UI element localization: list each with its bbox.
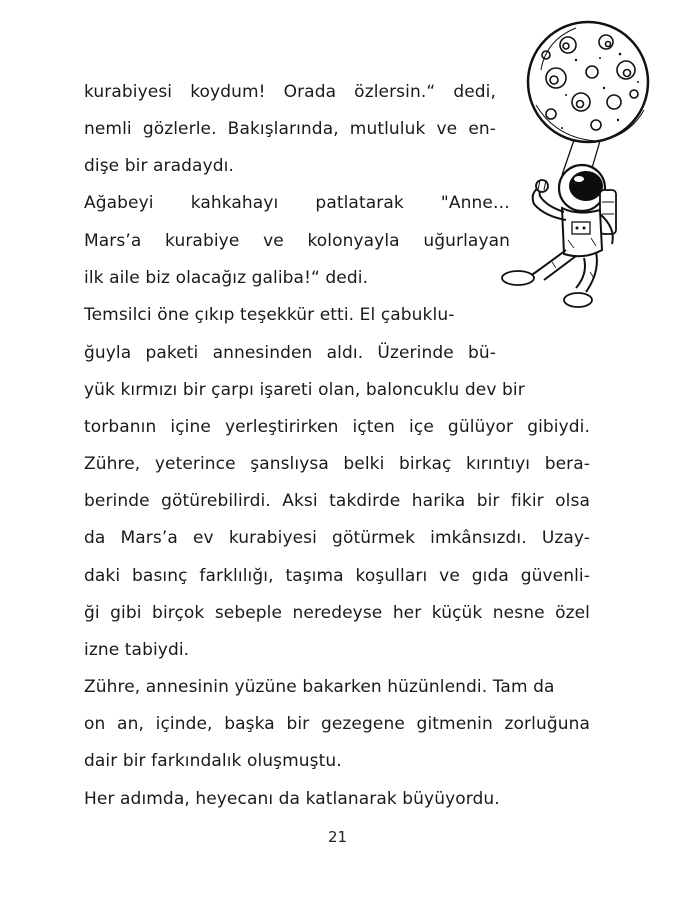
- text-line: dişe bir aradaydı.: [84, 156, 234, 176]
- text-line: da Mars’a ev kurabiyesi götürmek imkânsızdı. Uzay-: [84, 528, 590, 548]
- text-line: yük kırmızı bir çarpı işareti olan, baloncuklu dev bir: [84, 380, 525, 400]
- text-line: ği gibi birçok sebeple neredeyse her küçük nesne özel: [84, 603, 590, 623]
- text-line: ğuyla paketi annesinden aldı. Üzerinde bü-: [84, 343, 496, 363]
- text-line: nemli gözlerle. Bakışlarında, mutluluk ve en-: [84, 119, 496, 139]
- text-line: Mars’a kurabiye ve kolonyayla uğurlayan: [84, 231, 510, 251]
- book-page: kurabiyesi koydum! Orada özlersin.“ dedi, nemli gözlerle. Bakışlarında, mutluluk ve en- dişe bir aradaydı. Ağabeyi kahkahayı patlatarak "Anne… Mars’a kurabiye ve kolonyayla uğurlayan ilk aile biz olacağız galiba!“ dedi. Temsilci öne çıkıp teşekkür etti. El çabuklu- ğuyla paketi annesinden aldı. Üzerinde bü- yük kırmızı bir çarpı işareti olan, baloncuklu dev bir torbanın içine yerleştirirken içten içe gülüyor gibiydi. Zühre, yeterince şanslıysa belki birkaç kırıntıyı bera- berinde götürebilirdi. Aksi takdirde harika bir fikir olsa da Mars’a ev kurabiyesi götürmek imkânsızdı. Uzay- daki basınç farklılığı, taşıma koşulları ve gıda güvenli- ği gibi birçok sebeple neredeyse her küçük nesne özel izne tabiydi. Zühre, annesinin yüzüne bakarken hüzünlendi. Tam da on an, içinde, başka bir gezegene gitmenin zorluğuna dair bir farkındalık oluşmuştu. Her adımda, heyecanı da katlanarak büyüyordu. 21: [0, 0, 675, 900]
- text-line: berinde götürebilirdi. Aksi takdirde harika bir fikir olsa: [84, 491, 590, 511]
- text-line: torbanın içine yerleştirirken içten içe gülüyor gibiydi.: [84, 417, 590, 437]
- text-line: on an, içinde, başka bir gezegene gitmenin zorluğuna: [84, 714, 590, 734]
- text-line: Her adımda, heyecanı da katlanarak büyüyordu.: [84, 789, 500, 809]
- page-number: 21: [327, 828, 348, 846]
- text-line: daki basınç farklılığı, taşıma koşulları ve gıda güvenli-: [84, 566, 590, 586]
- text-line: Ağabeyi kahkahayı patlatarak "Anne…: [84, 193, 510, 213]
- text-line: kurabiyesi koydum! Orada özlersin.“ dedi,: [84, 82, 496, 102]
- text-line: izne tabiydi.: [84, 640, 190, 660]
- text-line: Zühre, yeterince şanslıysa belki birkaç kırıntıyı bera-: [84, 454, 590, 474]
- astronaut-moon-balloon-icon: [496, 10, 666, 315]
- text-line: ilk aile biz olacağız galiba!“ dedi.: [84, 268, 369, 288]
- text-line: dair bir farkındalık oluşmuştu.: [84, 751, 342, 771]
